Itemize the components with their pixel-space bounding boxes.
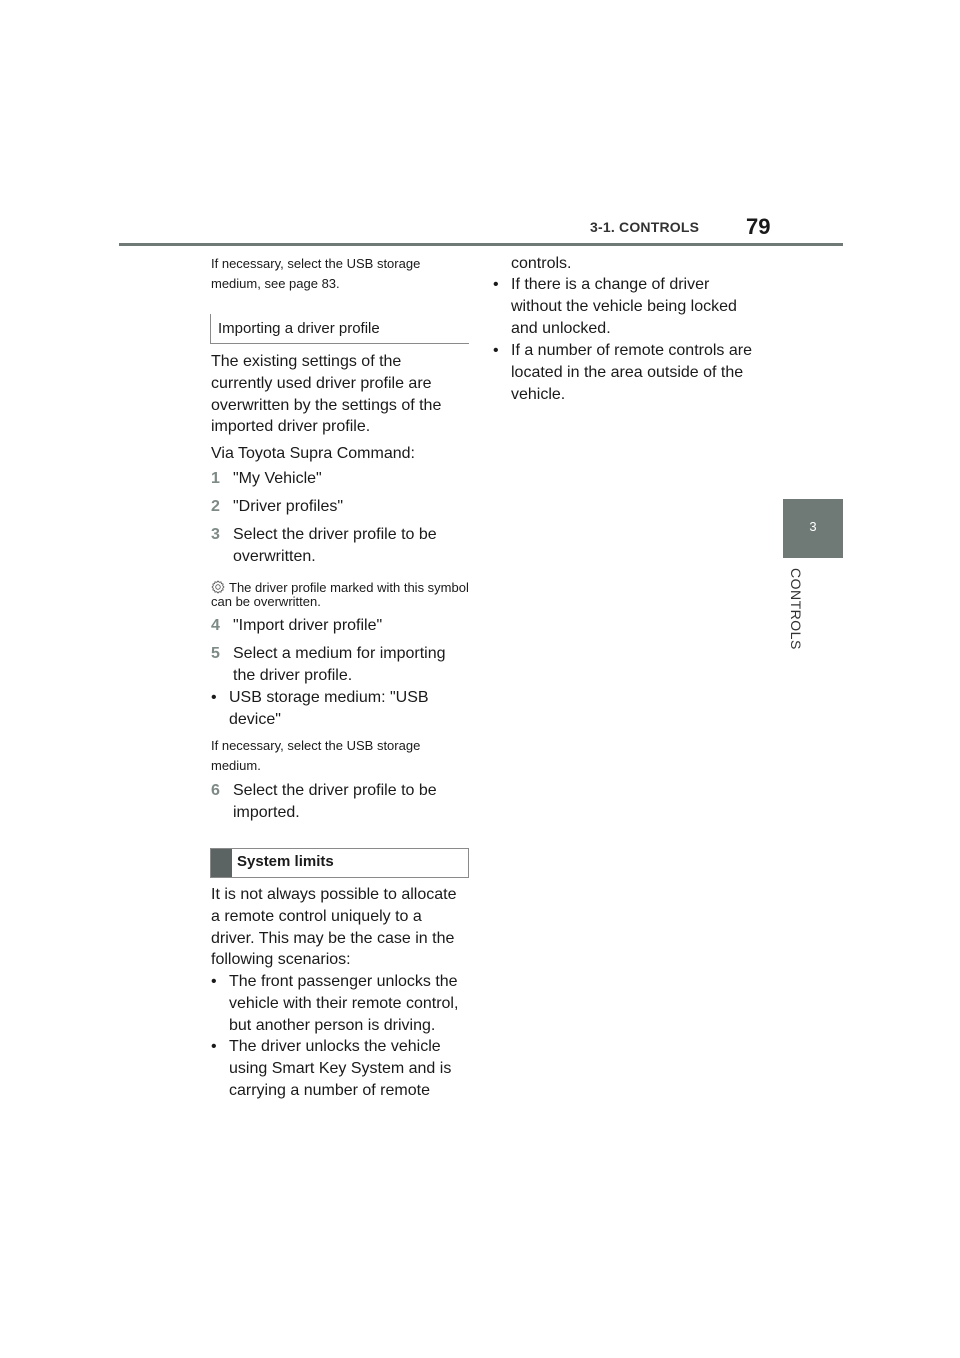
usb-storage-note-top: If necessary, select the USB storage medium, see page 83. (211, 256, 421, 291)
system-limits-label: System limits (237, 853, 334, 870)
bullet-text: USB storage medium: "USB device" (229, 689, 429, 728)
header-divider (119, 243, 843, 246)
symbol-note (211, 580, 473, 609)
bullet-text: If there is a change of driver without the vehicle being locked and unlocked. (511, 276, 737, 337)
step-number: 2 (211, 498, 220, 515)
usb-storage-note: If necessary, select the USB storage medium. (211, 738, 421, 773)
bullet-text: The driver unlocks the vehicle using Smart Key System and is carrying a number of remote (229, 1038, 452, 1099)
continuation-text: controls. (511, 255, 572, 272)
importing-heading (210, 314, 469, 344)
step-number: 3 (211, 526, 220, 543)
right-bullet-1: • If there is a change of driver without the vehicle being locked and unlocked. (493, 274, 761, 339)
intro-paragraph: The existing settings of the currently used driver profile are overwritten by the settings of the imported driver profile. (211, 353, 442, 436)
limits-bullet-2: • The driver unlocks the vehicle using Smart Key System and is carrying a number of remote (211, 1036, 469, 1101)
step-3 (211, 524, 469, 568)
step-text: "Import driver profile" (233, 617, 383, 634)
step-4 (211, 615, 469, 637)
bullet-text: The front passenger unlocks the vehicle with their remote control, but another person is driving. (229, 973, 459, 1034)
via-command-line: Via Toyota Supra Command: (211, 445, 415, 462)
step-text: "Driver profiles" (233, 498, 344, 515)
bullet-text: If a number of remote controls are located in the area outside of the vehicle. (511, 342, 752, 403)
importing-heading-label: Importing a driver profile (218, 320, 380, 337)
heading-marker (211, 849, 232, 877)
usb-bullet: • USB storage medium: "USB device" (211, 687, 469, 731)
step-number: 6 (211, 782, 220, 799)
page-number: 79 (746, 214, 771, 239)
limits-paragraph: It is not always possible to allocate a remote control uniquely to a driver. This may be the case in the following scenarios: (211, 886, 457, 969)
step-6 (211, 780, 469, 824)
step-text: "My Vehicle" (233, 470, 322, 487)
step-5 (211, 643, 469, 687)
step-1 (211, 468, 469, 490)
system-limits-heading (210, 848, 469, 878)
limits-bullet-1: • The front passenger unlocks the vehicle with their remote control, but another person is driving. (211, 971, 469, 1036)
step-text: Select the driver profile to be imported. (233, 782, 437, 821)
step-number: 1 (211, 470, 220, 487)
gear-icon (211, 580, 225, 594)
step-text: Select a medium for importing the driver profile. (233, 645, 446, 684)
step-2 (211, 496, 469, 518)
step-number: 4 (211, 617, 220, 634)
chapter-label: CONTROLS (788, 568, 804, 650)
chapter-tab: 3 (783, 499, 843, 558)
section-title: 3-1. CONTROLS (590, 219, 700, 235)
right-bullet-2: • If a number of remote controls are located in the area outside of the vehicle. (493, 340, 761, 405)
step-text: Select the driver profile to be overwritten. (233, 526, 437, 565)
step-number: 5 (211, 645, 220, 662)
symbol-note-text: The driver profile marked with this symbol can be overwritten. (211, 580, 469, 609)
